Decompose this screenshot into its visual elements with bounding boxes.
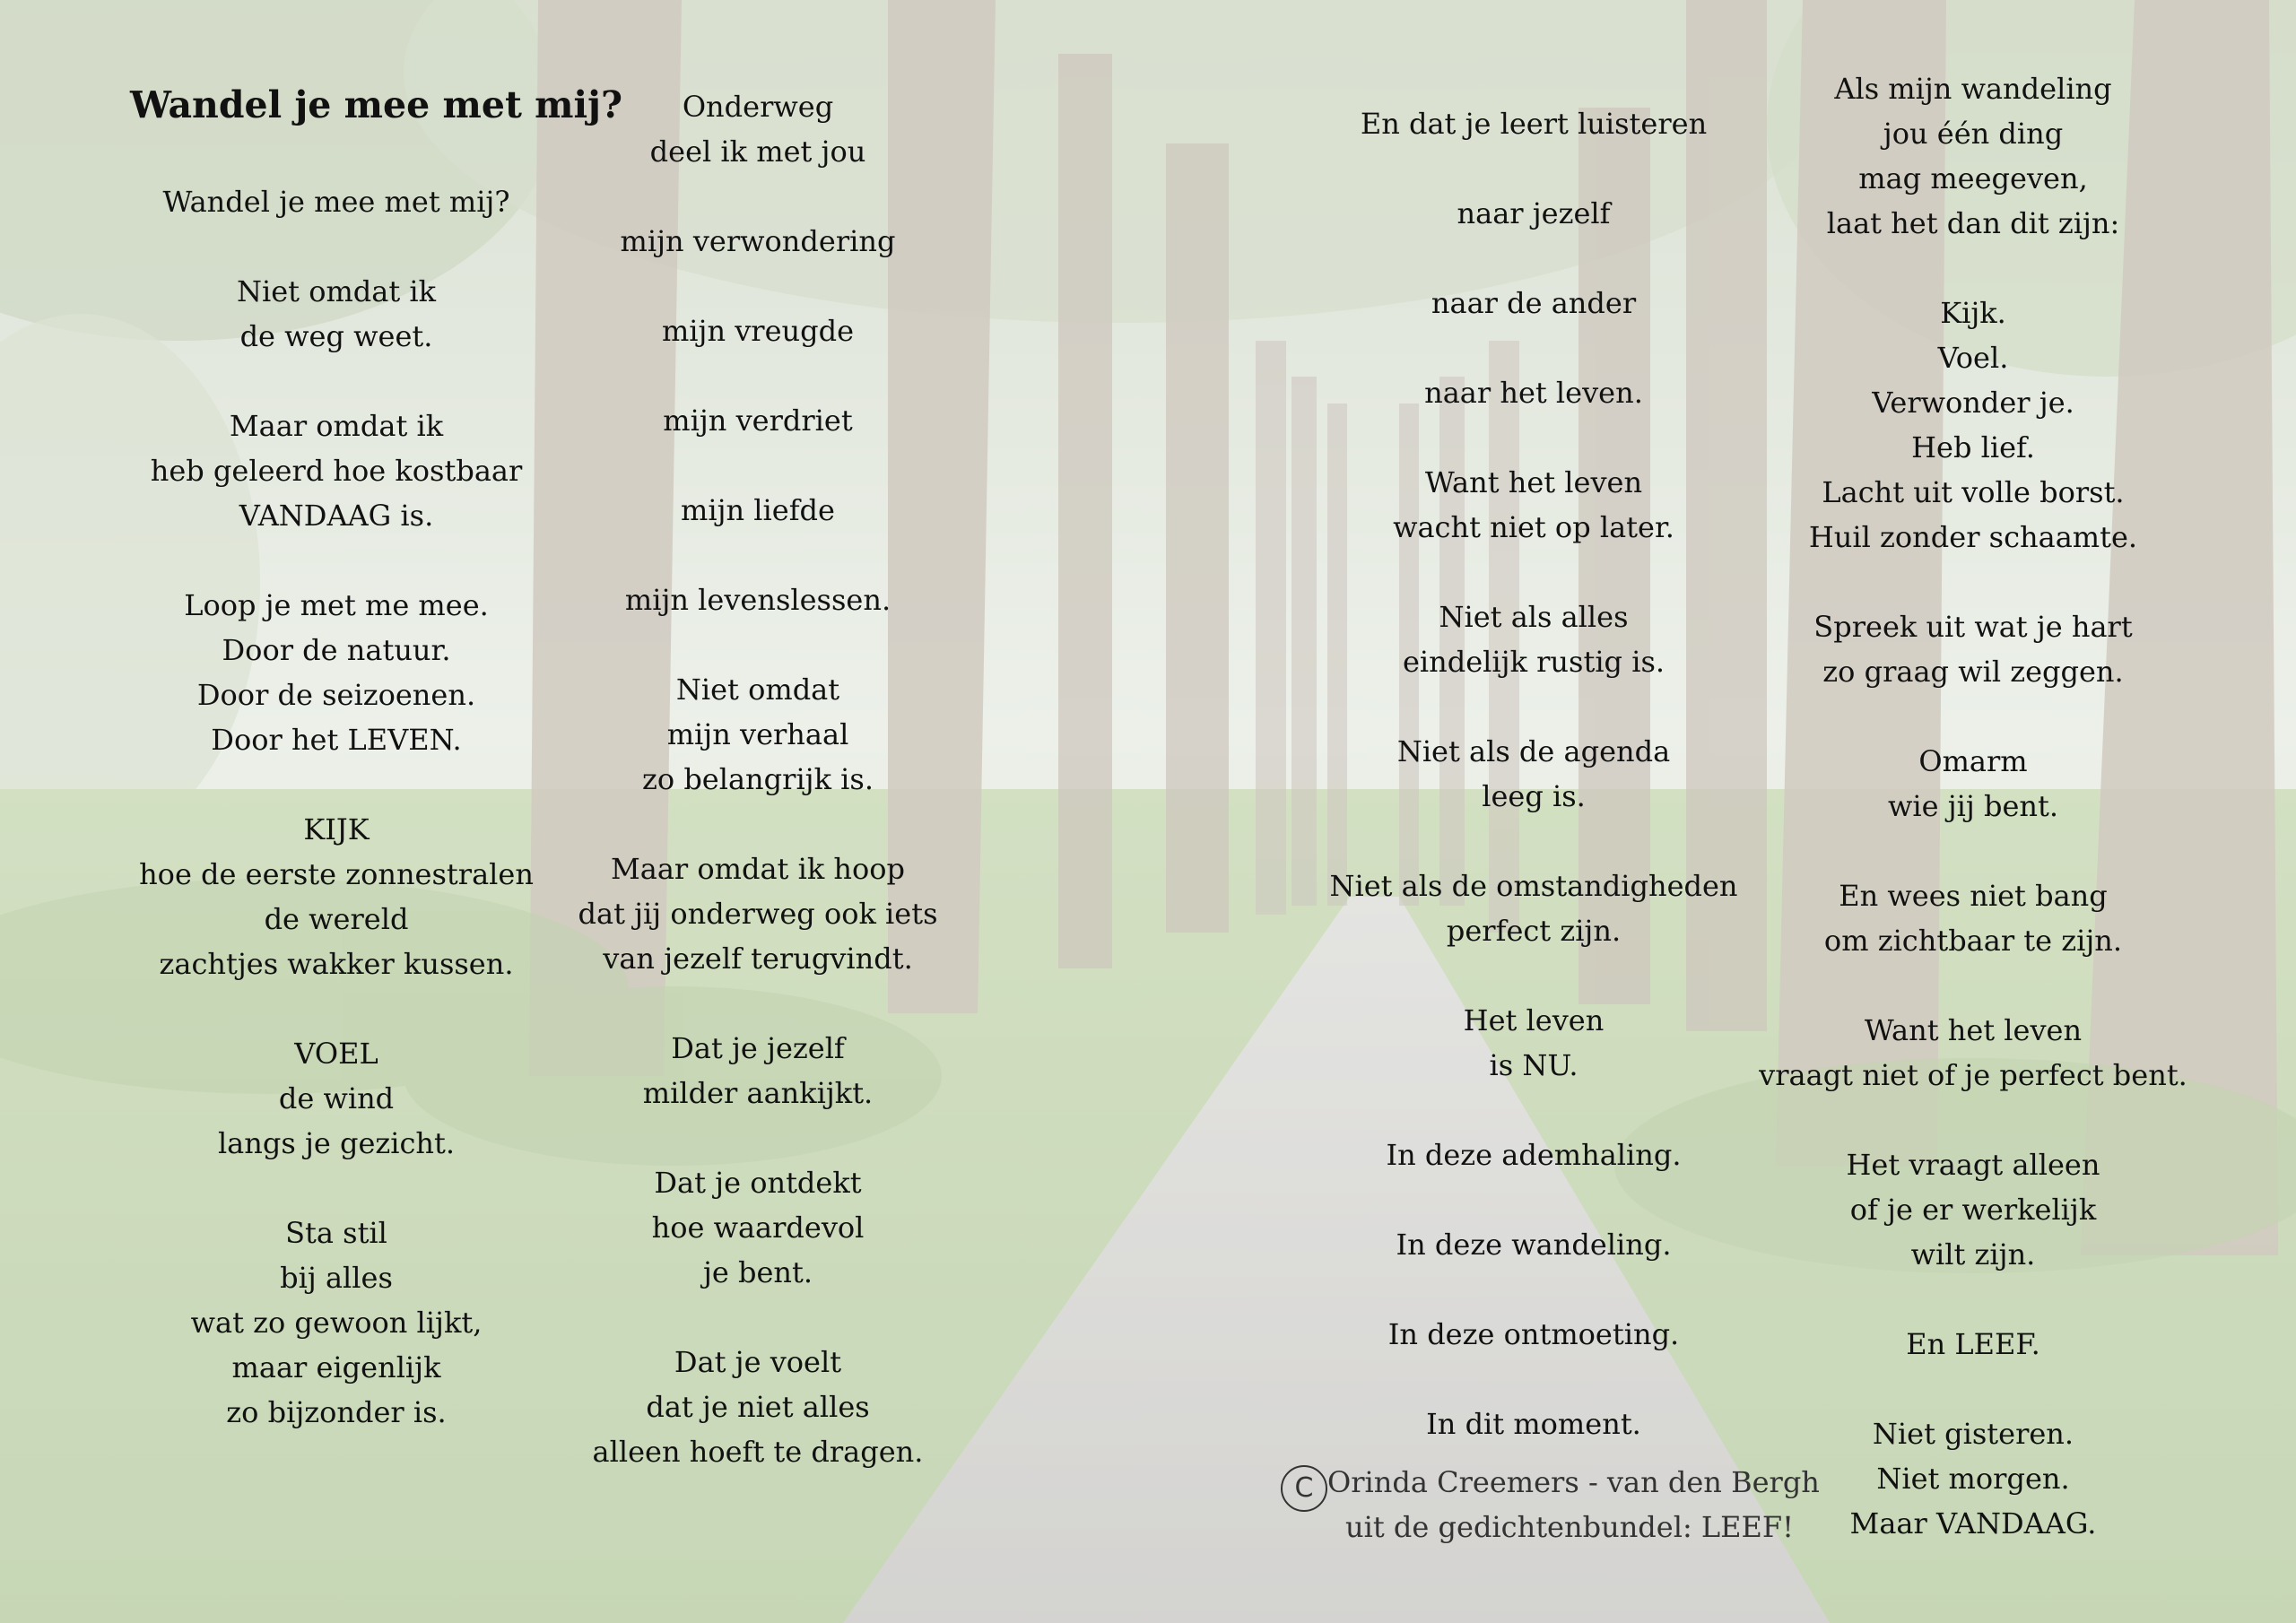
stanza <box>538 1340 978 1474</box>
stanza <box>117 583 556 762</box>
poem-line: eindelijk rustig is. <box>1402 645 1665 679</box>
stanza <box>1749 873 2197 963</box>
poem-line: mijn levenslessen. <box>624 583 891 617</box>
stanza <box>1309 460 1758 550</box>
poem-line: hoe waardevol <box>651 1211 865 1245</box>
poem-line: of je er werkelijk <box>1849 1193 2097 1227</box>
poem-line: van jezelf terugvindt. <box>603 942 913 976</box>
poem-line: je bent. <box>702 1255 813 1289</box>
poem-line: Sta stil <box>285 1216 387 1250</box>
poem-line: Niet gisteren. <box>1872 1417 2074 1451</box>
poem-line: om zichtbaar te zijn. <box>1823 924 2123 958</box>
poem-line: wat zo gewoon lijkt, <box>190 1306 483 1340</box>
poem-line: milder aankijkt. <box>642 1076 874 1110</box>
poem-line: Het leven <box>1463 1003 1605 1037</box>
stanza <box>1309 281 1758 325</box>
stanza <box>538 846 978 981</box>
stanza <box>538 398 978 443</box>
poem-line: hoe de eerste zonnestralen <box>139 857 534 891</box>
poem-line: VANDAAG is. <box>239 499 434 533</box>
poem-line: jou één ding <box>1883 117 2064 151</box>
poem-line: Door de seizoenen. <box>196 678 476 712</box>
poem-line: de wereld <box>264 902 409 936</box>
stanza <box>1309 998 1758 1088</box>
poem-line: dat jij onderweg ook iets <box>578 897 938 931</box>
stanza <box>1309 1402 1758 1446</box>
poem-line: Want het leven <box>1864 1013 2083 1047</box>
poem-line: KIJK <box>303 812 370 846</box>
poem-line: Dat je ontdekt <box>654 1166 862 1200</box>
poem-line: Verwonder je. <box>1872 386 2074 420</box>
poem-column-2 <box>538 84 978 1519</box>
poem-line: zo belangrijk is. <box>642 762 874 796</box>
poem-line: wie jij bent. <box>1887 789 2059 823</box>
poem-line: Maar omdat ik hoop <box>610 852 905 886</box>
copyright-source: uit de gedichtenbundel: LEEF! <box>1345 1510 1794 1544</box>
stanza <box>1309 101 1758 146</box>
poem-line: naar het leven. <box>1424 376 1643 410</box>
poem-line: Als mijn wandeling <box>1834 72 2112 106</box>
poem-line: En wees niet bang <box>1839 879 2108 913</box>
poem-line: En LEEF. <box>1906 1327 2040 1361</box>
poem-title: Wandel je mee met mij? <box>130 83 622 126</box>
poem-line: Want het leven <box>1424 465 1643 499</box>
stanza <box>1309 595 1758 684</box>
poem-line: dat je niet alles <box>646 1390 870 1424</box>
stanza <box>1749 1142 2197 1277</box>
stanza <box>1309 1133 1758 1177</box>
poem-line: In deze wandeling. <box>1396 1228 1672 1262</box>
poem-line: Door de natuur. <box>222 633 451 667</box>
poem-line: mijn verhaal <box>666 717 849 751</box>
poem-line: In deze ontmoeting. <box>1387 1317 1680 1351</box>
poem-line: Lacht uit volle borst. <box>1822 475 2125 509</box>
copyright-author: Orinda Creemers - van den Bergh <box>1327 1465 1820 1499</box>
stanza <box>538 1160 978 1295</box>
poem-line: Niet morgen. <box>1876 1462 2070 1496</box>
stanza <box>538 308 978 353</box>
poem-line: Voel. <box>1937 341 2009 375</box>
stanza <box>117 404 556 538</box>
stanza <box>117 179 556 224</box>
poem-line: laat het dan dit zijn: <box>1826 206 2120 240</box>
poem-line: vraagt niet of je perfect bent. <box>1759 1058 2187 1092</box>
stanza <box>117 1211 556 1435</box>
poem-line: zo graag wil zeggen. <box>1822 655 2124 689</box>
poem-line: mijn vreugde <box>661 314 855 348</box>
poem-line: Niet als de omstandigheden <box>1329 869 1738 903</box>
stanza <box>1309 1312 1758 1357</box>
poem-line: Wandel je mee met mij? <box>162 185 510 219</box>
poem-line: wacht niet op later. <box>1393 510 1674 544</box>
poem-line: naar de ander <box>1431 286 1637 320</box>
poem-line: de weg weet. <box>239 319 433 353</box>
poem-line: Maar VANDAAG. <box>1849 1506 2097 1541</box>
poem-line: Niet als de agenda <box>1396 734 1671 768</box>
poem-line: Dat je voelt <box>674 1345 842 1379</box>
poem-line: mijn verwondering <box>620 224 896 258</box>
poem-line: Omarm <box>1918 744 2028 778</box>
copyright-text <box>1327 1460 1820 1549</box>
stanza <box>538 1026 978 1115</box>
poem-line: Dat je jezelf <box>671 1031 845 1065</box>
stanza <box>1749 66 2197 246</box>
poem-line: Huil zonder schaamte. <box>1808 520 2138 554</box>
stanza <box>1749 1322 2197 1367</box>
poem-line: mag meegeven, <box>1858 161 2088 195</box>
poem-line: perfect zijn. <box>1446 914 1622 948</box>
poem-line: leeg is. <box>1482 779 1586 813</box>
poem-line: mijn liefde <box>681 493 835 527</box>
poem-line: is NU. <box>1489 1048 1578 1082</box>
copyright-icon: C <box>1281 1465 1327 1512</box>
stanza <box>538 667 978 802</box>
poem-line: Niet omdat ik <box>236 274 437 308</box>
poem-line: Loop je met me mee. <box>184 588 489 622</box>
poem-line: maar eigenlijk <box>231 1350 441 1384</box>
poem-line: naar jezelf <box>1457 196 1611 230</box>
poem-line: In deze ademhaling. <box>1386 1138 1682 1172</box>
stanza <box>1309 864 1758 953</box>
poem-line: Maar omdat ik <box>229 409 444 443</box>
stanza <box>1309 1222 1758 1267</box>
poem-line: zo bijzonder is. <box>226 1395 447 1429</box>
poem-line: heb geleerd hoe kostbaar <box>150 454 523 488</box>
poem-line: Niet als alles <box>1439 600 1629 634</box>
stanza <box>117 807 556 986</box>
poem-line: bij alles <box>280 1261 393 1295</box>
poem-line: Heb lief. <box>1911 430 2035 464</box>
poem-line: Onderweg <box>682 90 834 124</box>
poem-line: langs je gezicht. <box>217 1126 456 1160</box>
poem-line: In dit moment. <box>1426 1407 1641 1441</box>
poem-line: En dat je leert luisteren <box>1360 107 1708 141</box>
stanza <box>117 269 556 359</box>
stanza <box>538 488 978 533</box>
stanza <box>117 1031 556 1166</box>
poem-line: Het vraagt alleen <box>1846 1148 2100 1182</box>
stanza <box>1309 370 1758 415</box>
stanza <box>538 577 978 622</box>
poem-line: VOEL <box>294 1037 378 1071</box>
poem-line: de wind <box>278 1081 395 1115</box>
poem-line: Spreek uit wat je hart <box>1813 610 2133 644</box>
stanza <box>1749 739 2197 829</box>
stanza <box>1749 291 2197 560</box>
poem-line: Kijk. <box>1940 296 2006 330</box>
poem-column-3 <box>1309 101 1758 1491</box>
stanza <box>538 219 978 264</box>
stanza <box>1309 729 1758 819</box>
stanza <box>1309 191 1758 236</box>
poem-column-1 <box>117 179 556 1480</box>
poem-line: Niet omdat <box>675 673 840 707</box>
poem-line: mijn verdriet <box>663 404 853 438</box>
stanza <box>538 84 978 174</box>
poem-column-4 <box>1749 66 2197 1591</box>
stanza <box>1749 1008 2197 1098</box>
poem-line: Door het LEVEN. <box>211 723 462 757</box>
stanza <box>1749 604 2197 694</box>
poem-line: zachtjes wakker kussen. <box>159 947 514 981</box>
poem-line: alleen hoeft te dragen. <box>592 1435 924 1469</box>
poem-line: deel ik met jou <box>649 135 866 169</box>
poem-line: wilt zijn. <box>1910 1237 2036 1271</box>
